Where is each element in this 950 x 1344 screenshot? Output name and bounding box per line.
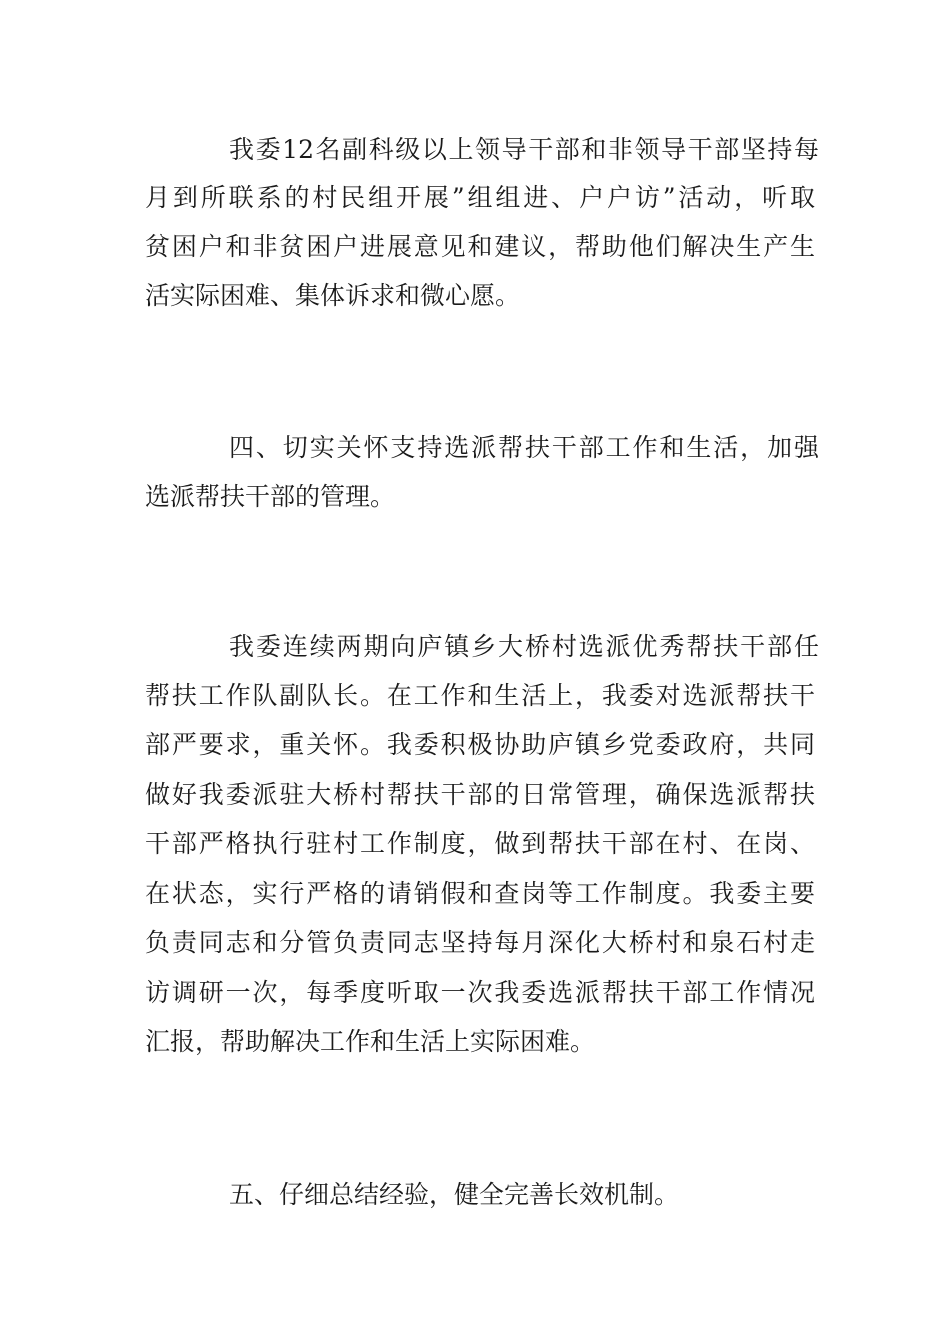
paragraph-3-line-4: 做好我委派驻大桥村帮扶干部的日常管理，确保选派帮扶 — [145, 780, 815, 809]
paragraph-3-line-5: 干部严格执行驻村工作制度，做到帮扶干部在村、在岗、 — [145, 829, 815, 858]
paragraph-3-line-1: 我委连续两期向庐镇乡大桥村选派优秀帮扶干部任 — [229, 632, 819, 661]
paragraph-3-line-7: 负责同志和分管负责同志坚持每月深化大桥村和泉石村走 — [145, 928, 815, 957]
paragraph-1-line-3: 贫困户和非贫困户进展意见和建议，帮助他们解决生产生 — [145, 232, 815, 261]
paragraph-3-line-3: 部严要求，重关怀。我委积极协助庐镇乡党委政府，共同 — [145, 730, 815, 759]
paragraph-1-line-1: 我委12名副科级以上领导干部和非领导干部坚持每 — [229, 135, 819, 164]
paragraph-3-line-8: 访调研一次，每季度听取一次我委选派帮扶干部工作情况 — [145, 978, 815, 1007]
paragraph-3-line-6: 在状态，实行严格的请销假和查岗等工作制度。我委主要 — [145, 879, 815, 908]
section-four-heading-line-2: 选派帮扶干部的管理。 — [145, 482, 396, 511]
section-four-heading-line-1: 四、切实关怀支持选派帮扶干部工作和生活，加强 — [229, 433, 819, 462]
paragraph-1-line-4: 活实际困难、集体诉求和微心愿。 — [145, 281, 521, 310]
section-five-heading: 五、仔细总结经验，健全完善长效机制。 — [229, 1180, 680, 1209]
paragraph-1-line-2: 月到所联系的村民组开展”组组进、户户访”活动，听取 — [145, 183, 815, 212]
paragraph-3-line-9: 汇报，帮助解决工作和生活上实际困难。 — [145, 1027, 596, 1056]
paragraph-3-line-2: 帮扶工作队副队长。在工作和生活上，我委对选派帮扶干 — [145, 681, 815, 710]
